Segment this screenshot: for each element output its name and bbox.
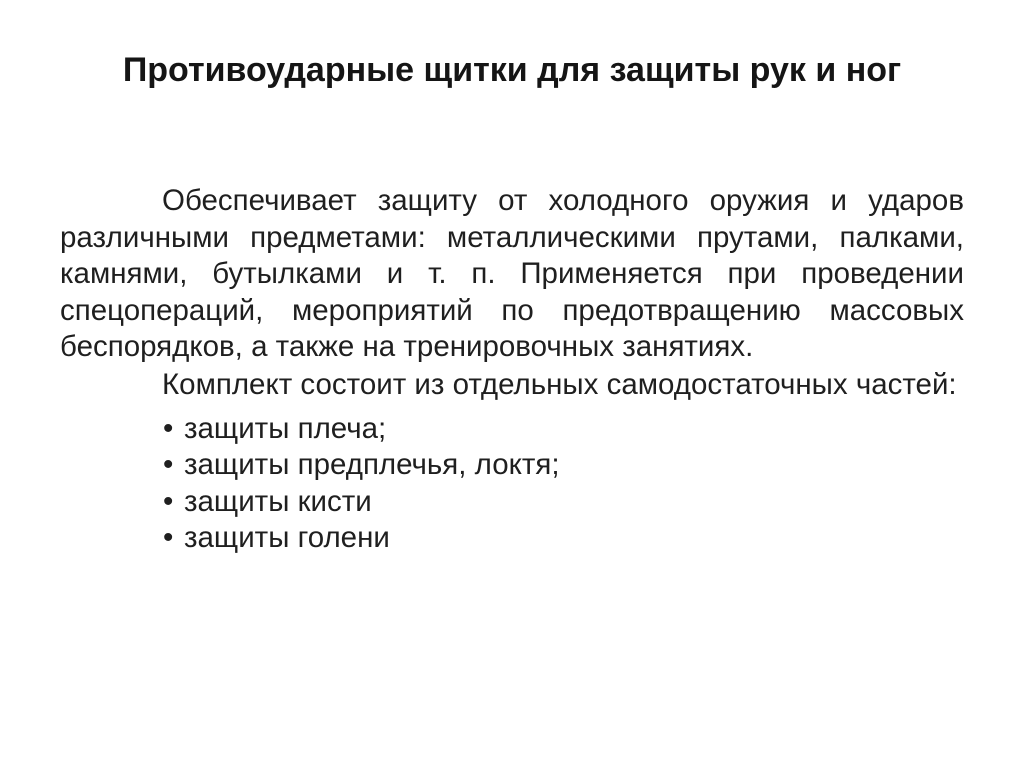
list-item: [163, 484, 964, 521]
bullet-icon: •: [163, 484, 174, 518]
description-paragraph: Обеспечивает защиту от холодного оружия и ударов различными предметами: металлическими прутами, палками, камнями, бутылками и т. п. Применяется при проведении спецопераций, мероприятий по предотвращению массовых беспорядков, а также на тренировочных занятиях.: [60, 184, 964, 364]
bullet-icon: •: [163, 411, 174, 445]
slide-title: Противоударные щитки для защиты рук и ног: [122, 51, 902, 89]
bullet-icon: •: [163, 448, 174, 482]
list-item-text: защиты кисти: [184, 484, 372, 518]
slide-body: [60, 183, 964, 557]
kit-paragraph: Комплект состоит из отдельных самодостаточных частей:: [162, 367, 957, 401]
list-item-text: защиты предплечья, локтя;: [184, 448, 560, 482]
bullet-icon: •: [163, 521, 174, 555]
list-item: [163, 411, 964, 448]
list-item: [163, 520, 964, 557]
parts-list: [60, 411, 964, 557]
list-item-text: защиты плеча;: [184, 411, 387, 445]
list-item: [163, 447, 964, 484]
list-item-text: защиты голени: [184, 521, 390, 555]
